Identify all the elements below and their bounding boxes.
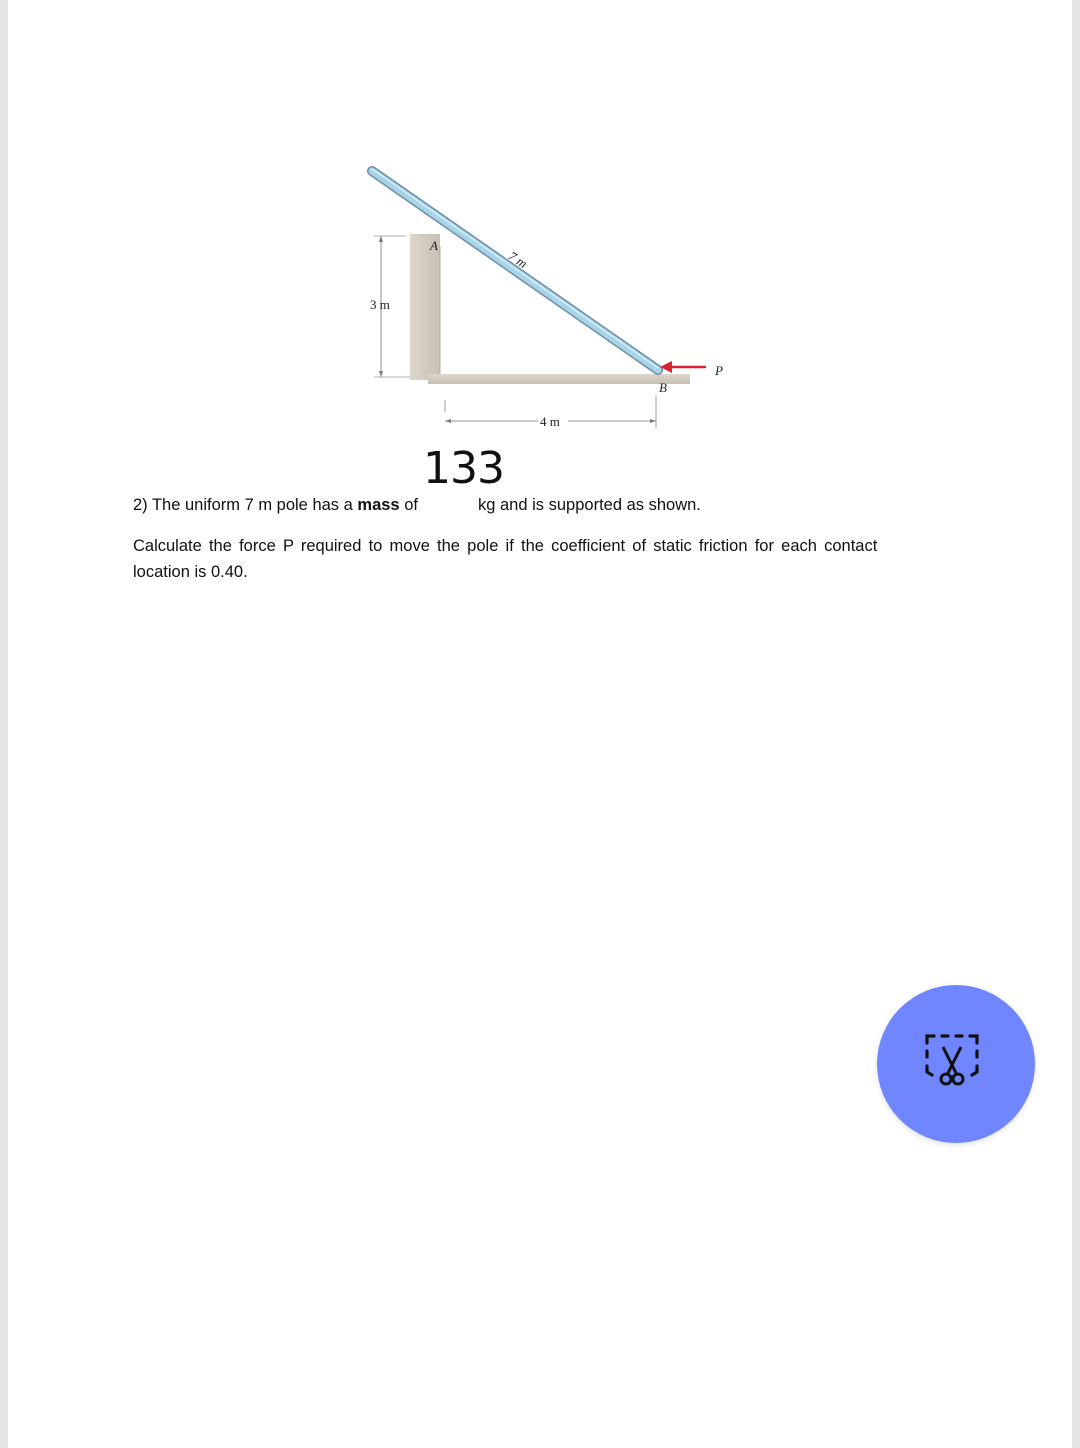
label-a: A	[430, 238, 438, 253]
problem-line-1-of: of	[399, 496, 418, 514]
pole-diagram	[348, 150, 748, 450]
label-b: B	[659, 380, 667, 395]
label-p: P	[715, 363, 723, 378]
problem-line-1-end: kg and is supported as shown.	[478, 496, 701, 514]
floor	[428, 374, 690, 384]
screenshot-fab-button[interactable]	[877, 985, 1035, 1143]
problem-line-1-start: 2) The uniform 7 m pole has a	[133, 496, 358, 514]
handwritten-mass-value: 133	[423, 443, 504, 494]
support-wall	[410, 234, 440, 380]
screenshot-scissors-icon	[921, 1029, 991, 1099]
label-height: 3 m	[370, 297, 390, 312]
problem-line-1	[133, 497, 418, 514]
label-pole-length: 7 m	[505, 248, 531, 272]
diagram-drawing	[348, 150, 748, 450]
label-base: 4 m	[540, 414, 560, 429]
problem-line-2: Calculate the force P required to move the pole if the coefficient of static friction for each contact	[133, 537, 878, 555]
problem-mass-word: mass	[357, 496, 400, 514]
force-arrow-p	[660, 361, 706, 373]
document-page	[8, 0, 1072, 1448]
problem-line-3: location is 0.40.	[133, 563, 248, 581]
